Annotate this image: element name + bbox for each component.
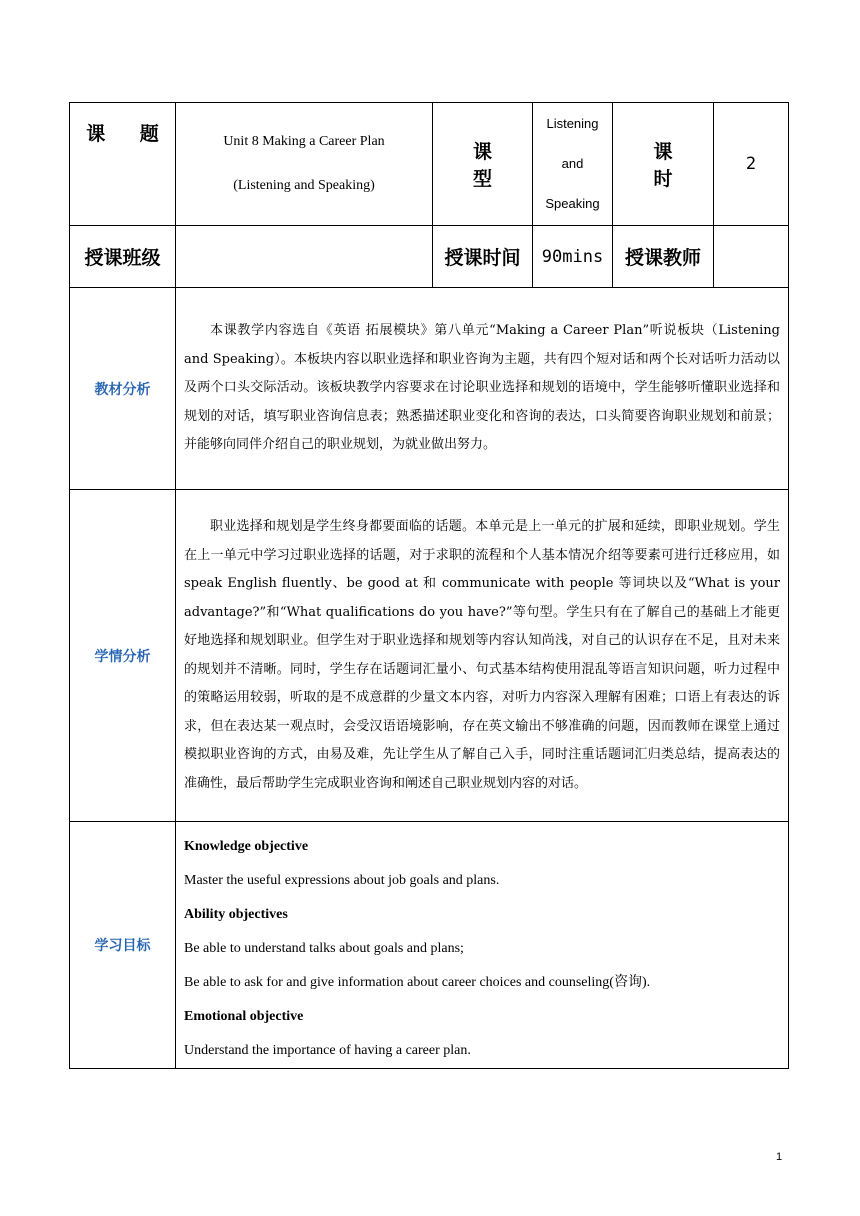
type-value-cell	[533, 103, 613, 226]
type-value-line: Speaking	[545, 196, 600, 211]
time-value: 90mins	[533, 226, 613, 288]
material-analysis-text: 本课教学内容选自《英语 拓展模块》第八单元“Making a Career Plan”听说板块（Listening and Speaking）。本板块内容以职业选择和职业咨询为主题，共有四个短对话和两个长对话听力活动以及两个口头交际活动。该板块教学内容要求在讨论职业选择和规划的语境中，学生能够听懂职业选择和规划的对话，填写职业咨询信息表；熟悉描述职业变化和咨询的表达，口头简要咨询职业规划和前景；并能够向同伴介绍自己的职业规划，为就业做出努力。	[184, 323, 780, 453]
objective-item: Understand the importance of having a career plan.	[184, 1043, 471, 1058]
material-analysis-cell	[176, 288, 789, 490]
course-title-cell	[176, 103, 433, 226]
period-value: 2	[714, 103, 789, 226]
knowledge-objective-heading: Knowledge objective	[184, 839, 309, 854]
type-label: 课 型	[433, 103, 533, 226]
topic-label: 课 题	[70, 103, 176, 226]
objective-item: Be able to ask for and give information about career choices and counseling(咨询).	[184, 975, 651, 990]
student-analysis-cell	[176, 490, 789, 822]
class-label: 授课班级	[70, 226, 176, 288]
student-analysis-text: 职业选择和规划是学生终身都要面临的话题。本单元是上一单元的扩展和延续，即职业规划。学生在上一单元中学习过职业选择的话题，对于求职的流程和个人基本情况介绍等要素可进行迁移应用，如 speak English fluently、be good at 和 communicate with people 等词块以及“What is your advantage?”和“What qualifications do you have?”等句型。学生只有在了解自己的基础上才能更好地选择和规划职业。但学生对于职业选择和规划等内容认知尚浅，对自己的认识存在不足，且对未来的规划并不清晰。同时，学生存在话题词汇量小、句式基本结构使用混乱等语言知识问题，听力过程中的策略运用较弱，听取的是不成意群的少量文本内容，对听力内容深入理解有困难；口语上有表达的诉求，但在表达某一观点时，会受汉语语境影响，存在英文输出不够准确的问题，因而教师在课堂上通过模拟职业咨询的方式，由易及难，先让学生从了解自己入手，同时注重话题词汇归类总结，提高表达的准确性，最后帮助学生完成职业咨询和阐述自己职业规划内容的对话。	[184, 519, 780, 791]
table-row	[70, 226, 789, 288]
teacher-value	[714, 226, 789, 288]
learning-objectives-cell	[176, 822, 789, 1069]
lesson-plan-table	[69, 102, 789, 1069]
table-row	[70, 288, 789, 490]
teacher-label: 授课教师	[613, 226, 714, 288]
objective-item: Be able to understand talks about goals and plans;	[184, 941, 464, 956]
table-row	[70, 822, 789, 1069]
emotional-objective-heading: Emotional objective	[184, 1009, 304, 1024]
class-value	[176, 226, 433, 288]
material-analysis-label: 教材分析	[70, 288, 176, 490]
table-row	[70, 103, 789, 226]
course-subtitle: (Listening and Speaking)	[233, 178, 375, 193]
period-label: 课 时	[613, 103, 714, 226]
type-value-line: Listening	[546, 116, 599, 131]
ability-objectives-heading: Ability objectives	[184, 907, 288, 922]
course-title: Unit 8 Making a Career Plan	[223, 134, 385, 149]
table-row	[70, 490, 789, 822]
page-number: 1	[776, 1151, 783, 1163]
type-value-line: and	[561, 156, 584, 171]
time-label: 授课时间	[433, 226, 533, 288]
objective-item: Master the useful expressions about job goals and plans.	[184, 873, 500, 888]
student-analysis-label: 学情分析	[70, 490, 176, 822]
learning-objectives-label: 学习目标	[70, 822, 176, 1069]
